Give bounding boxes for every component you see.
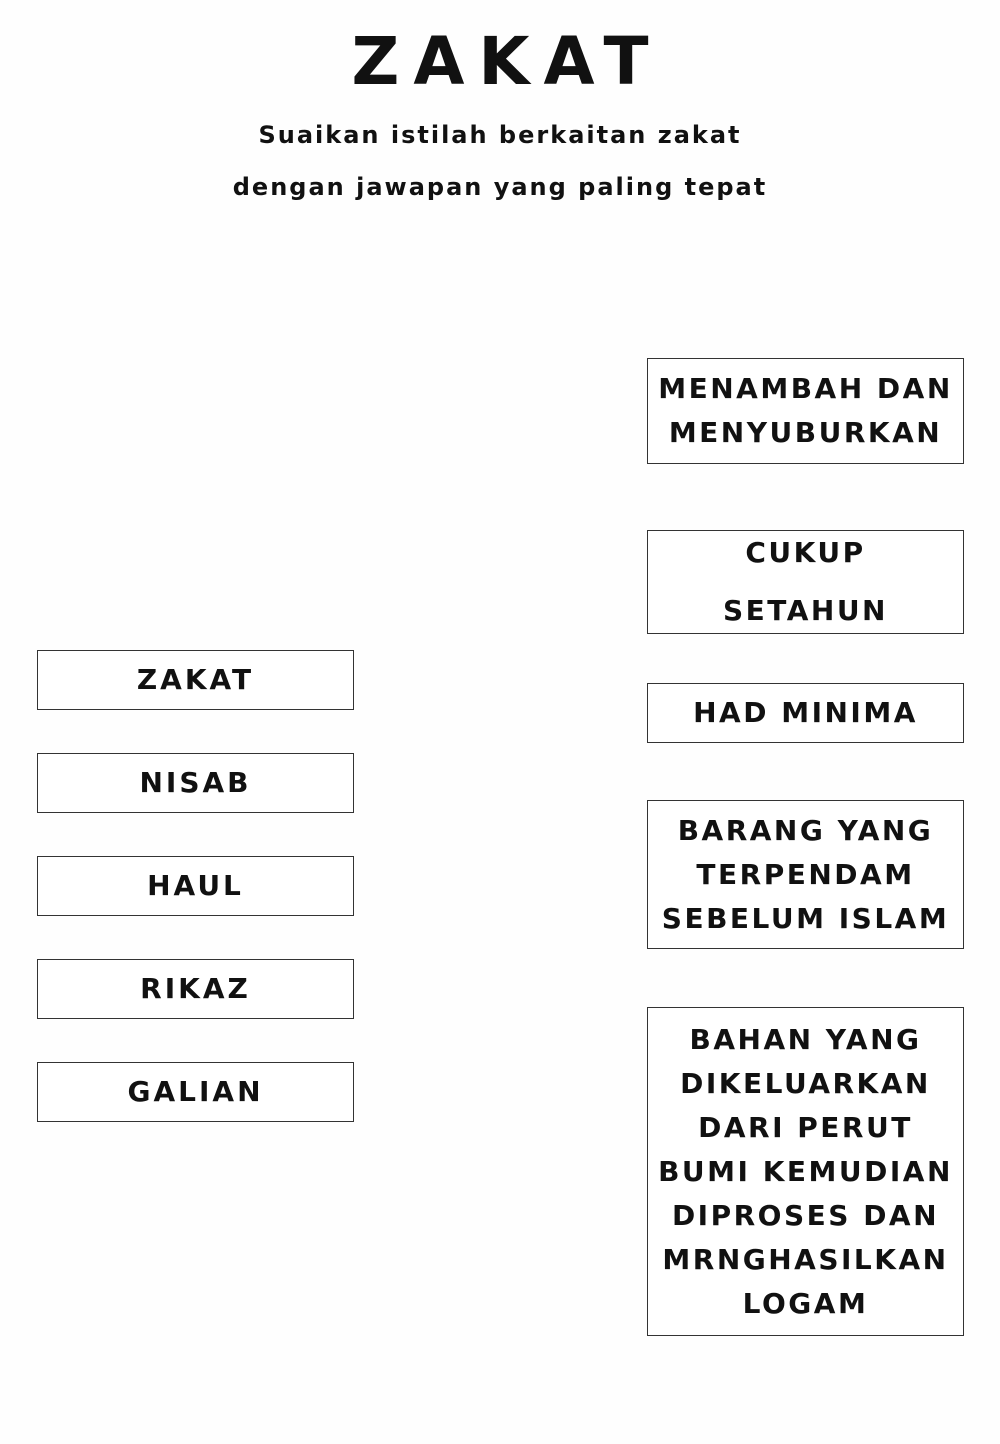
instruction-line-2: dengan jawapan yang paling tepat: [232, 173, 768, 201]
answer-line: DIPROSES DAN: [671, 1198, 940, 1232]
instruction-line-1: Suaikan istilah berkaitan zakat: [258, 121, 742, 149]
answer-line: MENAMBAH DAN: [658, 372, 953, 405]
answer-line: TERPENDAM: [696, 857, 915, 891]
term-card-rikaz[interactable]: RIKAZ: [37, 959, 354, 1019]
answer-line: BARANG YANG: [677, 813, 934, 847]
term-card-galian[interactable]: GALIAN: [37, 1062, 354, 1122]
answer-card-had-minima[interactable]: [647, 683, 964, 743]
answer-line: BUMI KEMUDIAN: [658, 1154, 953, 1188]
answer-text: [723, 531, 888, 633]
answer-text: [693, 691, 918, 735]
answer-line: DIKELUARKAN: [680, 1066, 931, 1100]
answer-text: [658, 367, 953, 455]
answer-card-bahan-galian[interactable]: [647, 1007, 964, 1336]
answer-line: SEBELUM ISLAM: [661, 901, 950, 935]
answer-line: DARI PERUT: [698, 1110, 913, 1144]
answer-line: MRNGHASILKAN: [662, 1242, 949, 1276]
answer-card-cukup-setahun[interactable]: [647, 530, 964, 634]
answer-line: HAD MINIMA: [693, 696, 918, 729]
answer-line: MENYUBURKAN: [668, 416, 943, 449]
answer-line: CUKUP: [745, 536, 866, 569]
term-card-haul[interactable]: HAUL: [37, 856, 354, 916]
answer-card-menambah[interactable]: [647, 358, 964, 464]
term-card-nisab[interactable]: NISAB: [37, 753, 354, 813]
answer-text: [658, 1018, 953, 1326]
answer-line: SETAHUN: [723, 594, 888, 627]
term-card-zakat[interactable]: ZAKAT: [37, 650, 354, 710]
answer-text: [662, 809, 949, 941]
answer-line: LOGAM: [742, 1286, 869, 1320]
answer-line: BAHAN YANG: [689, 1022, 922, 1056]
page-title: ZAKAT: [351, 23, 663, 100]
answer-card-barang-terpendam[interactable]: [647, 800, 964, 949]
